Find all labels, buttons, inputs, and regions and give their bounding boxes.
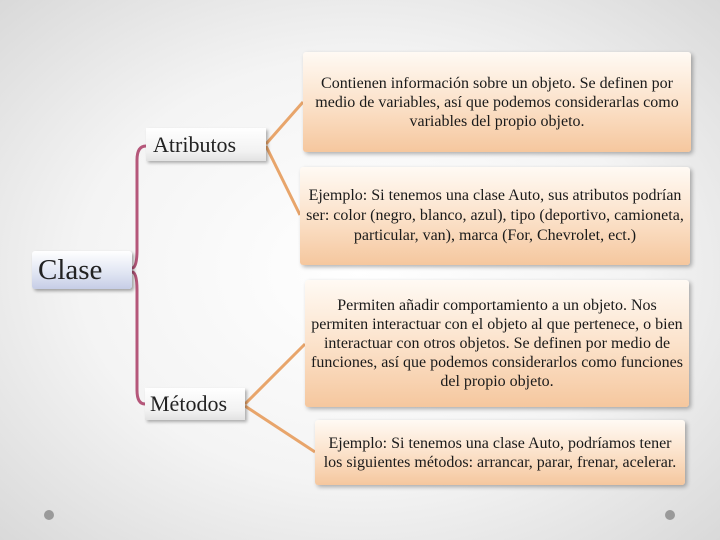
node-metodos-label: Métodos [150,391,227,416]
decorative-dot-right [665,510,675,520]
desc-atributos-example [300,167,690,265]
desc-metodos-definition [305,280,689,407]
desc-atributos-definition [303,52,691,152]
decorative-dot-left [44,510,54,520]
desc-metodos-example [315,420,685,485]
desc-metodos-example-text: Ejemplo: Si tenemos una clase Auto, podríamos tener los siguientes métodos: arrancar, parar, frenar, acelerar. [323,434,677,471]
node-atributos [146,128,266,161]
connector-atributos-desc2 [266,146,300,215]
node-atributos-label: Atributos [153,131,237,157]
connector-clase-metodos [132,272,145,404]
connector-clase-atributos [132,146,146,268]
node-clase [32,251,132,289]
node-clase-label: Clase [38,253,103,286]
connector-metodos-desc4 [245,406,315,452]
node-metodos [145,388,245,420]
desc-atributos-example-text: Ejemplo: Si tenemos una clase Auto, sus atributos podrían ser: color (negro, blanco, azul), tipo (deportivo, camioneta, particular, van), marca (For, Chevrolet, ect.) [306,187,684,244]
connector-atributos-desc1 [266,102,303,144]
desc-atributos-definition-text: Contienen información sobre un objeto. Se definen por medio de variables, así que podemos considerarlas como variables del propio objeto. [315,74,679,130]
desc-metodos-definition-text: Permiten añadir comportamiento a un objeto. Nos permiten interactuar con el objeto al que pertenece, o bien interactuar con otros objetos. Se definen por medio de funciones, así que podemos considerarlos como funciones del propio objeto. [311,297,683,390]
connector-metodos-desc3 [245,344,305,404]
